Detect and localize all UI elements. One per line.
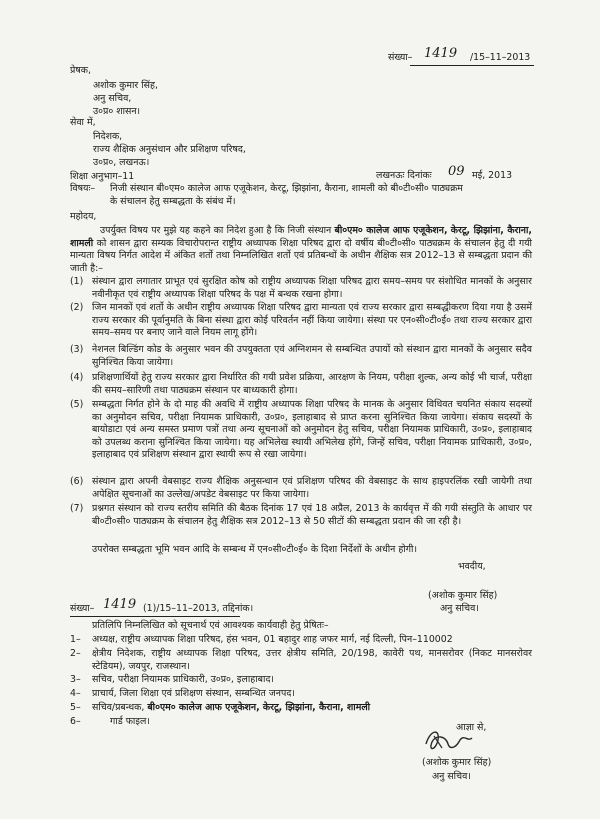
condition-text: संस्थान द्वारा लगातार प्राभूत एवं सुरक्षित कोष को राष्ट्रीय अध्यापक शिक्षा परिषद द्वारा समय–समय पर संशोधित मानकों के अनुसार नवीनीकृत एवं राष्ट्रीय अध्यापक शिक्षा परिषद के पक्ष में बन्धक रखना होगा।	[92, 276, 532, 300]
condition-number: (7)	[70, 503, 84, 514]
copy-item-number: 4–	[70, 688, 81, 699]
condition-text: जिन मानकों एवं शर्तो के अधीन राष्ट्रीय अध्यापक शिक्षा परिषद द्वारा मान्यता एवं राज्य सरकार द्वारा सम्बद्धीकरण दिया गया है उसमें राज्य सरकार की पूर्वानुमति के बिना संस्था द्वारा कोई परिवर्तन नहीं किया जायेगा। संस्था पर एन०सी०टी०ई० तथा राज्य सरकार द्वारा समय–समय पर बनाए जाने वाले नियम लागू होंगे।	[92, 302, 532, 339]
closing-paragraph: उपरोक्त सम्बद्धता भूमि भवन आदि के सम्बन्ध में एन०सी०टी०ई० के दिशा निर्देशों के अधीन होगी।	[92, 544, 417, 555]
copy-number-label: संख्या–	[70, 603, 95, 614]
copy-reference: (1)/15–11–2013, तद्दिनांक।	[143, 603, 254, 614]
dated-rest: मई, 2013	[472, 170, 513, 181]
condition-text: संस्थान द्वारा अपनी वेबसाइट राज्य शैक्षिक अनुसन्धान एवं प्रशिक्षण परिषद की वेबसाइट के साथ हाइपरलिंक रखी जायेगी तथा अपेक्षित सूचनाओं का उल्लेख/अपडेट वेबसाइट पर किया जायेगा।	[92, 476, 532, 500]
subject-line1: निजी संस्थान बी०एम० कालेज आफ एजूकेशन, केरटू, झिझांना, कैराना, शामली को बी०टी०सी० पाठ्यक्रम	[110, 183, 463, 194]
copy-signatory-name: (अशोक कुमार सिंह)	[422, 757, 492, 768]
condition-text: प्रशिक्षणार्थियों हेतु राज्य सरकार द्वारा निर्धारित की गयी प्रवेश प्रक्रिया, आरक्षण के नियम, परीक्षा शुल्क, अन्य कोई भी चार्ज, परीक्षा की समय–सारिणी तथा पाठ्यक्रम संस्थान पर बाध्यकारी होगा।	[92, 372, 532, 396]
copy-item-number: 6–	[70, 716, 81, 727]
copy-item: अध्यक्ष, राष्ट्रीय अध्यापक शिक्षा परिषद, हंस भवन, 01 बहादुर शाह जफर मार्ग, नई दिल्ली, पिन–110002	[92, 634, 453, 645]
recipient-line3: उ०प्र०, लखनऊ।	[93, 157, 150, 168]
signatory-name: (अशोक कुमार सिंह)	[428, 590, 498, 601]
copy-item: सचिव/प्रबन्धक, बी०एम० कालेज आफ एजूकेशन, केरटू, झिझांना, कैराना, शामली	[92, 702, 371, 713]
copy-number-handwritten: 1419	[103, 597, 137, 612]
sender-name: अशोक कुमार सिंह,	[93, 80, 158, 91]
copy-item: क्षेत्रीय निदेशक, राष्ट्रीय अध्यापक शिक्षा परिषद, उत्तर क्षेत्रीय समिति, 20/198, कावेरी पथ, मानसरोवर (निकट मानसरोवर स्टेडियम), जयपुर, राजस्थान।	[92, 648, 532, 672]
copy-item: सचिव, परीक्षा नियामक प्राधिकारी, उ०प्र०, इलाहाबाद।	[92, 674, 274, 685]
condition-text: सम्बद्धता निर्गत होने के दो माह की अवधि में राष्ट्रीय अध्यापक शिक्षा परिषद के मानक के अनुसार विधिवत चयनित संकाय सदस्यों का अनुमोदन सचिव, परीक्षा नियामक प्राधिकारी, उ०प्र०, इलाहाबाद से प्राप्त करना सुनिश्चित किया जायेगा। संकाय सदस्यों के बायोडाटा एवं अन्य समस्त प्रमाण पत्रों तथा अन्य सूचनाओं को अनुमोदन हेतु सचिव, परीक्षा नियामक प्राधिकारी, उ०प्र०, इलाहाबाद को उपलब्ध कराना सुनिश्चित किया जायेगा। यह अभिलेख स्थायी अभिलेख होंगे, जिन्हें सचिव, परीक्षा नियामक प्राधिकारी, उ०प्र०, इलाहाबाद एवं प्रशिक्षण संस्थान द्वारा स्थायी रूप से रखा जायेगा।	[92, 399, 532, 461]
recipient-label: सेवा में,	[70, 117, 96, 128]
yours-faithfully: भवदीय,	[458, 561, 486, 572]
dated-prefix: लखनऊः दिनांकः	[376, 170, 432, 181]
condition-text: नेशनल बिल्डिंग कोड के अनुसार भवन की उपयुक्तता एवं अग्निशमन से सम्बन्धित उपायों को संस्थान द्वारा मानकों के अनुसार सदैव सुनिश्चित किया जायेगा।	[92, 344, 532, 368]
condition-number: (3)	[70, 344, 84, 355]
copy-item-number: 3–	[70, 674, 81, 685]
condition-number: (6)	[70, 476, 84, 487]
condition-number: (2)	[70, 302, 84, 313]
copy-item-number: 5–	[70, 702, 81, 713]
letter-date: /15–11–2013	[470, 52, 531, 63]
copy-signatory-designation: अनु सचिव।	[432, 771, 471, 782]
recipient-line1: निदेशक,	[93, 131, 123, 142]
dated-day-handwritten: 09	[448, 164, 465, 179]
copy-item-number: 2–	[70, 648, 81, 659]
copy-underline	[70, 616, 240, 617]
salutation: महोदय,	[70, 211, 97, 222]
condition-number: (4)	[70, 372, 84, 383]
copy-item: प्राचार्य, जिला शिक्षा एवं प्रशिक्षण संस्थान, सम्बन्धित जनपद।	[92, 688, 295, 699]
recipient-line2: राज्य शैक्षिक अनुसंधान और प्रशिक्षण परिषद,	[93, 144, 246, 155]
copy-item: गार्ड फाइल।	[110, 716, 150, 727]
sender-office: उ०प्र० शासन।	[93, 106, 141, 117]
condition-number: (5)	[70, 399, 84, 410]
intro-paragraph: उपर्युक्त विषय पर मुझे यह कहने का निदेश हुआ है कि निजी संस्थान बी०एम० कालेज आफ एजूकेशन, केरटू, झिझांना, कैराना, शामली को शासन द्वारा सम्यक विचारोपरान्त राष्ट्रीय अध्यापक शिक्षा परिषद द्वारा दो वर्षीय बी०टी०सी० पाठ्यक्रम के संचालन हेतु दी गयी मान्यता विषय निर्गत आदेश में अंकित शर्तो तथा निम्नलिखित शर्तो एवं प्रतिबन्धों के अधीन शैक्षिक सत्र 2012–13 से सम्बद्धता प्रदान की जाती है:–	[70, 225, 532, 274]
letter-number-handwritten: 1419	[424, 46, 458, 61]
header-underline	[410, 65, 534, 66]
letter-number-label: संख्या–	[388, 52, 413, 63]
copy-item-number: 1–	[70, 634, 81, 645]
subject-line2: के संचालन हेतु सम्बद्धता के संबंध में।	[110, 196, 236, 207]
section-name: शिक्षा अनुभाग–11	[70, 171, 135, 182]
signatory-designation: अनु सचिव।	[440, 603, 479, 614]
sender-designation: अनु सचिव,	[93, 93, 132, 104]
condition-number: (1)	[70, 276, 84, 287]
condition-text: प्रश्नगत संस्थान को राज्य स्तरीय समिति की बैठक दिनांक 17 एवं 18 अप्रैल, 2013 के कार्यवृत्त में की गयी संस्तुति के आधार पर बी०टी०सी० पाठ्यक्रम के संचालन हेतु शैक्षिक सत्र 2012–13 से 50 सीटों की सम्बद्धता प्रदान की जा रही है।	[92, 503, 532, 527]
copy-intro: प्रतिलिपि निम्नलिखित को सूचनार्थ एवं आवश्यक कार्यवाही हेतु प्रेषितः–	[92, 620, 329, 631]
subject-label: विषयः–	[70, 183, 96, 194]
sender-label: प्रेषक,	[70, 65, 91, 76]
by-order-note: आज्ञा से,	[456, 722, 487, 733]
